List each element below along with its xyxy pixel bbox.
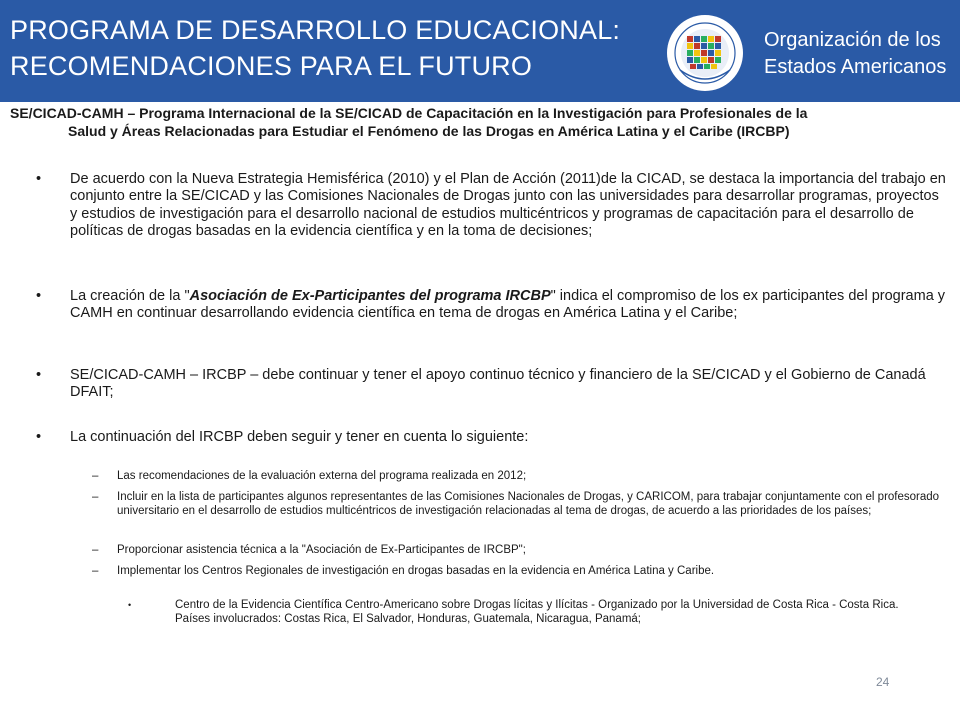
bullet-marker: • [36, 367, 42, 383]
header-bar [0, 0, 960, 102]
slide-title-line-1: PROGRAMA DE DESARROLLO EDUCACIONAL: [10, 15, 621, 45]
sub-item-text-4: Implementar los Centros Regionales de investigación en drogas basadas en la evidencia en América Latina y Caribe. [117, 565, 715, 577]
program-subtitle-line-1: SE/CICAD-CAMH – Programa Internacional de la SE/CICAD de Capacitación en la Investigación para Profesionales de la [10, 105, 808, 121]
dash-marker: – [92, 565, 99, 577]
dash-marker: – [92, 491, 99, 503]
oas-logo-text-line-1: Organización de los [764, 29, 941, 51]
bullet-text-4: La continuación del IRCBP deben seguir y tener en cuenta lo siguiente: [70, 429, 529, 445]
oas-logo [666, 14, 956, 92]
sub-item-text-2: Incluir en la lista de participantes algunos representantes de las Comisiones Nacionales de Drogas, y CARICOM, para trabajar conjuntamente con el profesorado universitario en el desarrollo de estudios multicéntricos de investigación relacionadas al tema de drogas, de acuerdo a las prioridades de los países; [117, 491, 940, 517]
page-number: 24 [876, 675, 890, 689]
sub-sub-item-line-2: Países involucrados: Costas Rica, El Salvador, Honduras, Guatemala, Nicaragua, Panamá; [175, 612, 641, 625]
oas-logo-text [764, 27, 946, 81]
bullet-marker: • [128, 600, 132, 610]
dash-marker: – [92, 544, 99, 556]
bullet-text-2 [70, 288, 946, 323]
bullet-text-1: De acuerdo con la Nueva Estrategia Hemisférica (2010) y el Plan de Acción (2011)de la CICAD, se destaca la importancia del trabajo en conjunto entre la SE/CICAD y las Comisiones Nacionales de Drogas junto con las universidades para desarrollar programas, proyectos y estudios de investigación para el desarrollo nacional de estudios multicéntricos y programas de capacitación para el desarrollo de políticas de drogas basadas en la evidencia científica y en la toma de decisiones; [70, 171, 946, 240]
bullet-text-2-prefix: La creación de la " [70, 288, 190, 304]
slide-title [10, 12, 630, 84]
program-subtitle-line-2: Salud y Áreas Relacionadas para Estudiar el Fenómeno de las Drogas en América Latina y el Caribe (IRCBP) [68, 123, 790, 139]
slide-title-line-2: RECOMENDACIONES PARA EL FUTURO [10, 51, 533, 81]
sub-item-text-1: Las recomendaciones de la evaluación externa del programa realizada en 2012; [117, 470, 527, 482]
bullet-marker: • [36, 288, 42, 304]
bullet-marker: • [36, 171, 42, 187]
bullet-text-3: SE/CICAD-CAMH – IRCBP – debe continuar y tener el apoyo continuo técnico y financiero de la SE/CICAD y el Gobierno de Canadá DFAIT; [70, 367, 926, 401]
association-name-emphasis: Asociación de Ex-Participantes del programa IRCBP [189, 288, 551, 304]
bullet-text-2-suffix: " indica el compromiso de los ex participantes del programa y CAMH en continuar desarrollando evidencia científica en tema de drogas en América Latina y el Caribe; [70, 288, 946, 322]
oas-logo-text-line-2: Estados Americanos [764, 56, 947, 78]
bullet-marker: • [36, 429, 42, 445]
dash-marker: – [92, 470, 99, 482]
sub-item-text-3: Proporcionar asistencia técnica a la "Asociación de Ex-Participantes de IRCBP"; [117, 544, 526, 556]
oas-seal-icon [666, 14, 744, 92]
sub-sub-item-line-1: Centro de la Evidencia Científica Centro-Americano sobre Drogas lícitas y Ilícitas - Organizado por la Universidad de Costa Rica - Costa Rica. [175, 599, 899, 611]
sub-sub-item-text-1 [175, 599, 945, 626]
program-subtitle [10, 104, 945, 140]
